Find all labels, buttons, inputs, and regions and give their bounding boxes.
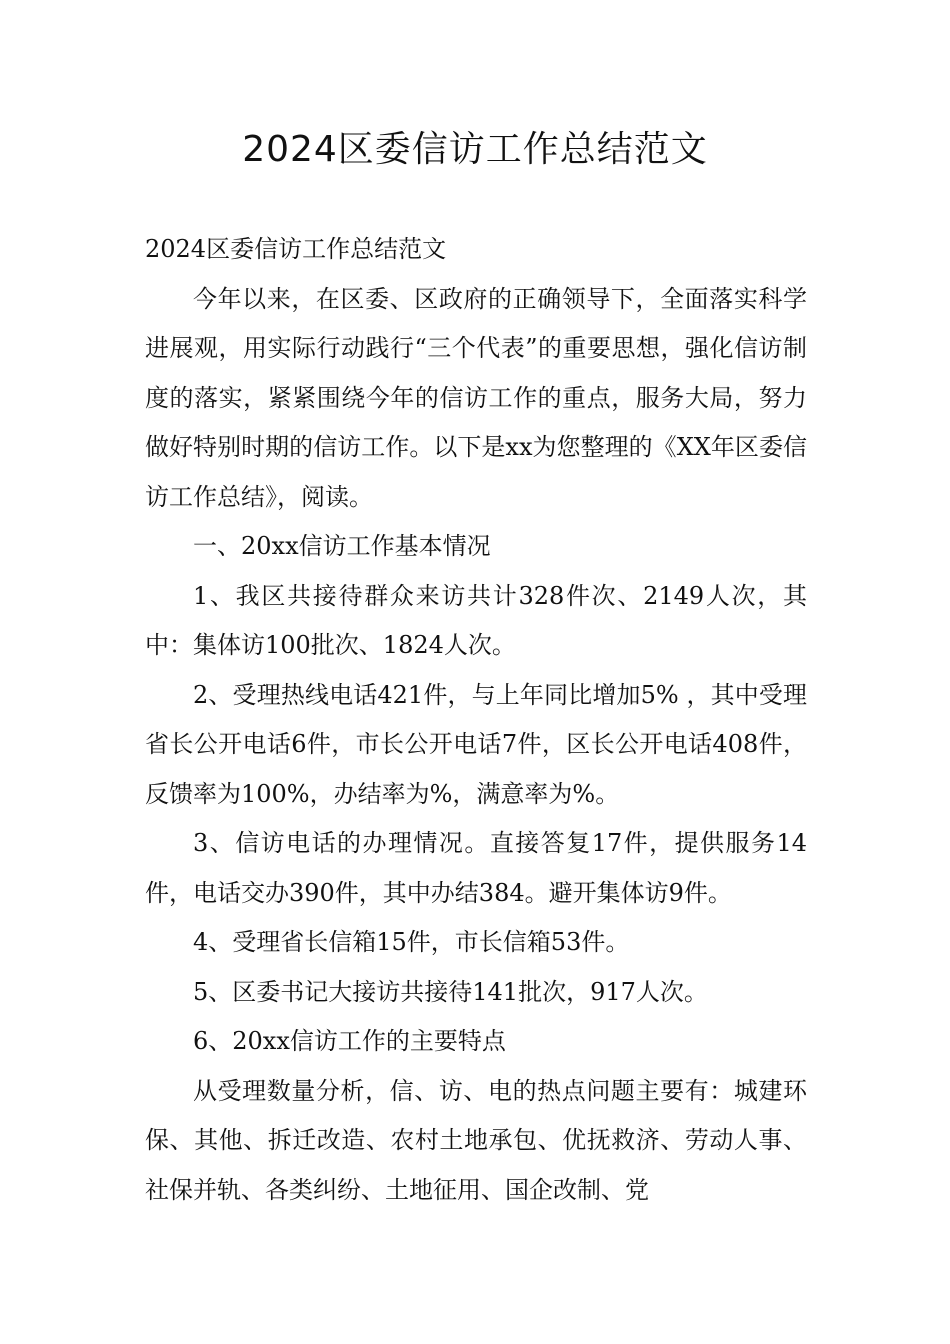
- paragraph-hot-issues: 从受理数量分析，信、访、电的热点问题主要有：城建环保、其他、拆迁改造、农村土地承包、优抚救济、劳动人事、社保并轨、各类纠纷、土地征用、国企改制、党: [145, 1076, 807, 1204]
- document-title: 2024区委信访工作总结范文: [242, 129, 708, 170]
- paragraph-intro: 今年以来，在区委、区政府的正确领导下，全面落实科学进展观，用实际行动践行“三个代表”的重要思想，强化信访制度的落实，紧紧围绕今年的信访工作的重点，服务大局，努力做好特别时期的信访工作。以下是xx为您整理的《XX年区委信访工作总结》，阅读。: [145, 284, 807, 511]
- section-heading-main-features: 6、20xx信访工作的主要特点: [193, 1027, 506, 1055]
- paragraph-item-4: 4、受理省长信箱15件，市长信箱53件。: [193, 928, 630, 956]
- section-heading-basic-situation: 一、20xx信访工作基本情况: [193, 532, 491, 560]
- paragraph-item-5: 5、区委书记大接访共接待141批次，917人次。: [193, 977, 708, 1006]
- body-subtitle: 2024区委信访工作总结范文: [145, 235, 447, 263]
- document-body: [145, 225, 807, 1215]
- paragraph-item-3: 3、信访电话的办理情况。直接答复17件，提供服务14件，电话交办390件，其中办结384。避开集体访9件。: [145, 829, 807, 907]
- paragraph-item-2: 2、受理热线电话421件，与上年同比增加5% ，其中受理省长公开电话6件，市长公开电话7件，区长公开电话408件，反馈率为100%，办结率为%，满意率为%。: [145, 680, 807, 808]
- paragraph-item-1: 1、我区共接待群众来访共计328件次、2149人次，其中：集体访100批次、1824人次。: [145, 581, 807, 659]
